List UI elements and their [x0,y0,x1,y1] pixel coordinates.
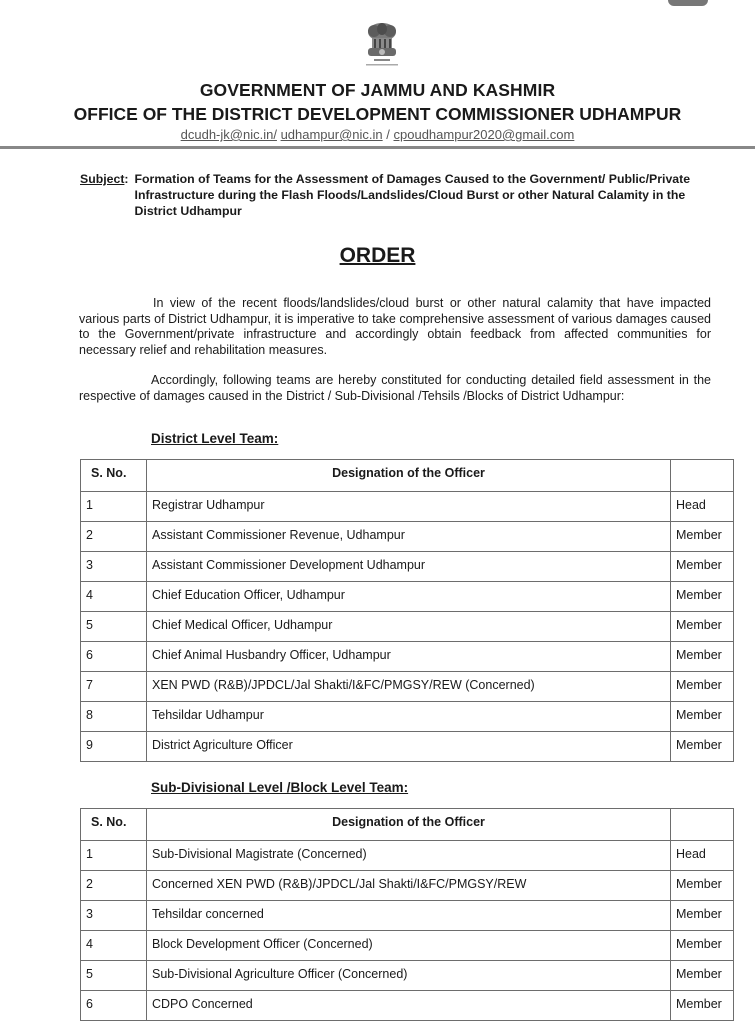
subdivisional-team-table [80,808,734,1021]
order-heading: ORDER [339,244,416,267]
paragraph-constitution: Accordingly, following teams are hereby constituted for conducting detailed field assessment in the respective of damages caused in the District / Sub-Divisional /Tehsils /Blocks of District Udhampur: [79,373,711,403]
table-row [81,732,734,762]
email-link-dcudh[interactable]: dcudh-jk@nic.in/ [180,127,277,142]
email-link-cpo[interactable]: cpoudhampur2020@gmail.com [393,127,575,142]
sno-cell: 6 [81,642,147,672]
sno-cell: 2 [81,871,147,901]
column-header-designation: Designation of the Officer [147,460,671,492]
sno-cell: 9 [81,732,147,762]
role-cell: Head [671,841,734,871]
designation-cell: Tehsildar Udhampur [147,702,671,732]
government-title: GOVERNMENT OF JAMMU AND KASHMIR [199,80,556,100]
role-cell: Member [671,552,734,582]
designation-cell: Sub-Divisional Agriculture Officer (Concerned) [147,961,671,991]
table-row [81,582,734,612]
sno-cell: 5 [81,612,147,642]
role-cell: Member [671,871,734,901]
district-team-table [80,459,734,762]
column-header-role [671,460,734,492]
sno-cell: 7 [81,672,147,702]
role-cell: Head [671,492,734,522]
paragraph-intro: In view of the recent floods/landslides/cloud burst or other natural calamity that have impacted various parts of District Udhampur, it is imperative to take comprehensive assessment of various damages caused to the Government/private infrastructure and accordingly obtain feedback from affected communities for necessary relief and rehabilitation measures. [79,296,711,357]
designation-cell: XEN PWD (R&B)/JPDCL/Jal Shakti/I&FC/PMGSY/REW (Concerned) [147,672,671,702]
table-row [81,552,734,582]
email-separator: / [382,127,394,142]
role-cell: Member [671,582,734,612]
column-header-designation: Designation of the Officer [147,809,671,841]
email-link-udhampur[interactable]: udhampur@nic.in [280,127,383,142]
sno-cell: 6 [81,991,147,1021]
district-team-title: District Level Team: [151,431,279,446]
role-cell: Member [671,702,734,732]
sno-cell: 3 [81,901,147,931]
table-row [81,522,734,552]
sno-cell: 4 [81,931,147,961]
designation-cell: Chief Animal Husbandry Officer, Udhampur [147,642,671,672]
table-row [81,702,734,732]
designation-cell: Sub-Divisional Magistrate (Concerned) [147,841,671,871]
table-row [81,991,734,1021]
subject-label: Subject [80,172,125,186]
subject-text: Formation of Teams for the Assessment of Damages Caused to the Government/ Public/Private Infrastructure during the Flash Floods/Landslides/Cloud Burst or other Natural Calamity in the District Udhampur [134,172,691,218]
role-cell: Member [671,931,734,961]
table-row [81,871,734,901]
role-cell: Member [671,672,734,702]
designation-cell: Assistant Commissioner Revenue, Udhampur [147,522,671,552]
table-row [81,841,734,871]
sno-cell: 1 [81,841,147,871]
role-cell: Member [671,901,734,931]
designation-cell: Chief Education Officer, Udhampur [147,582,671,612]
table-header-row [81,460,734,492]
sno-cell: 2 [81,522,147,552]
office-title: OFFICE OF THE DISTRICT DEVELOPMENT COMMISSIONER UDHAMPUR [73,104,682,124]
designation-cell: Concerned XEN PWD (R&B)/JPDCL/Jal Shakti/I&FC/PMGSY/REW [147,871,671,901]
table-row [81,492,734,522]
national-emblem-icon [352,20,412,72]
subject-block [80,171,720,219]
designation-cell: Registrar Udhampur [147,492,671,522]
sno-cell: 4 [81,582,147,612]
table-row [81,642,734,672]
table-header-row [81,809,734,841]
column-header-sno: S. No. [81,809,147,841]
role-cell: Member [671,732,734,762]
table-row [81,961,734,991]
header-divider [0,146,755,149]
role-cell: Member [671,612,734,642]
designation-cell: Assistant Commissioner Development Udhampur [147,552,671,582]
role-cell: Member [671,961,734,991]
designation-cell: Block Development Officer (Concerned) [147,931,671,961]
subject-colon: : [124,172,129,186]
column-header-sno: S. No. [81,460,147,492]
designation-cell: Chief Medical Officer, Udhampur [147,612,671,642]
column-header-role [671,809,734,841]
sno-cell: 3 [81,552,147,582]
sno-cell: 8 [81,702,147,732]
role-cell: Member [671,991,734,1021]
role-cell: Member [671,522,734,552]
designation-cell: Tehsildar concerned [147,901,671,931]
designation-cell: CDPO Concerned [147,991,671,1021]
sno-cell: 5 [81,961,147,991]
contact-emails [0,127,755,142]
table-row [81,672,734,702]
sno-cell: 1 [81,492,147,522]
designation-cell: District Agriculture Officer [147,732,671,762]
subdivisional-team-title: Sub-Divisional Level /Block Level Team: [151,780,409,795]
role-cell: Member [671,642,734,672]
scan-artifact [668,0,708,6]
table-row [81,612,734,642]
table-row [81,901,734,931]
table-row [81,931,734,961]
